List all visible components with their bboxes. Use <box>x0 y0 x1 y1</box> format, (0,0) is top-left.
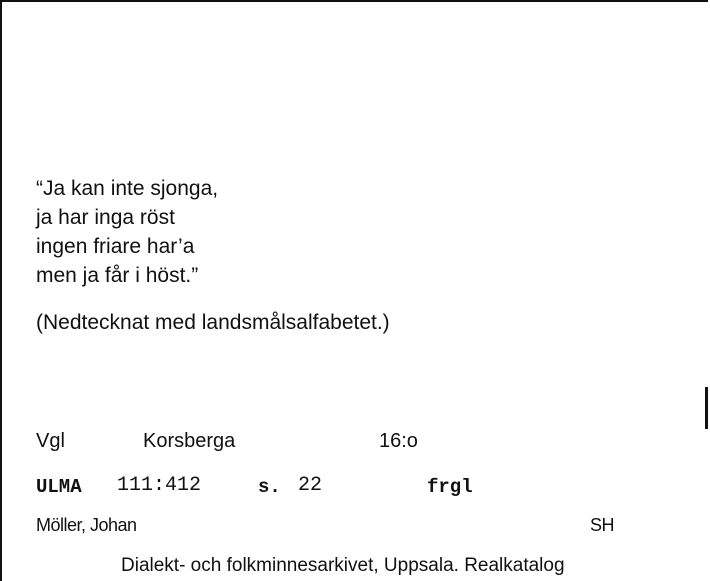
transcription-note: (Nedtecknat med landsmålsalfabetet.) <box>36 311 390 334</box>
card-edge-gap <box>684 2 708 6</box>
verse-block <box>36 174 218 290</box>
informant-name: Möller, Johan <box>36 515 137 535</box>
page-label: s. <box>258 476 281 498</box>
card-edge-mark <box>705 387 708 429</box>
place-name: Korsberga <box>143 430 236 452</box>
page-number: 22 <box>298 474 323 497</box>
verse-line-3: ingen friare har’a <box>36 235 195 258</box>
province-code: Vgl <box>36 430 65 452</box>
verse-line-4: men ja får i höst.” <box>36 264 199 287</box>
collector-initials: SH <box>590 515 615 535</box>
section-code: 16:o <box>379 430 418 452</box>
record-type: frgl <box>427 476 473 498</box>
archive-footer: Dialekt- och folkminnesarkivet, Uppsala. Realkatalog <box>121 555 565 576</box>
archive-code: ULMA <box>36 476 82 498</box>
archive-number: 111:412 <box>117 474 202 497</box>
verse-line-2: ja har inga röst <box>36 206 175 229</box>
verse-line-1: “Ja kan inte sjonga, <box>36 177 219 200</box>
